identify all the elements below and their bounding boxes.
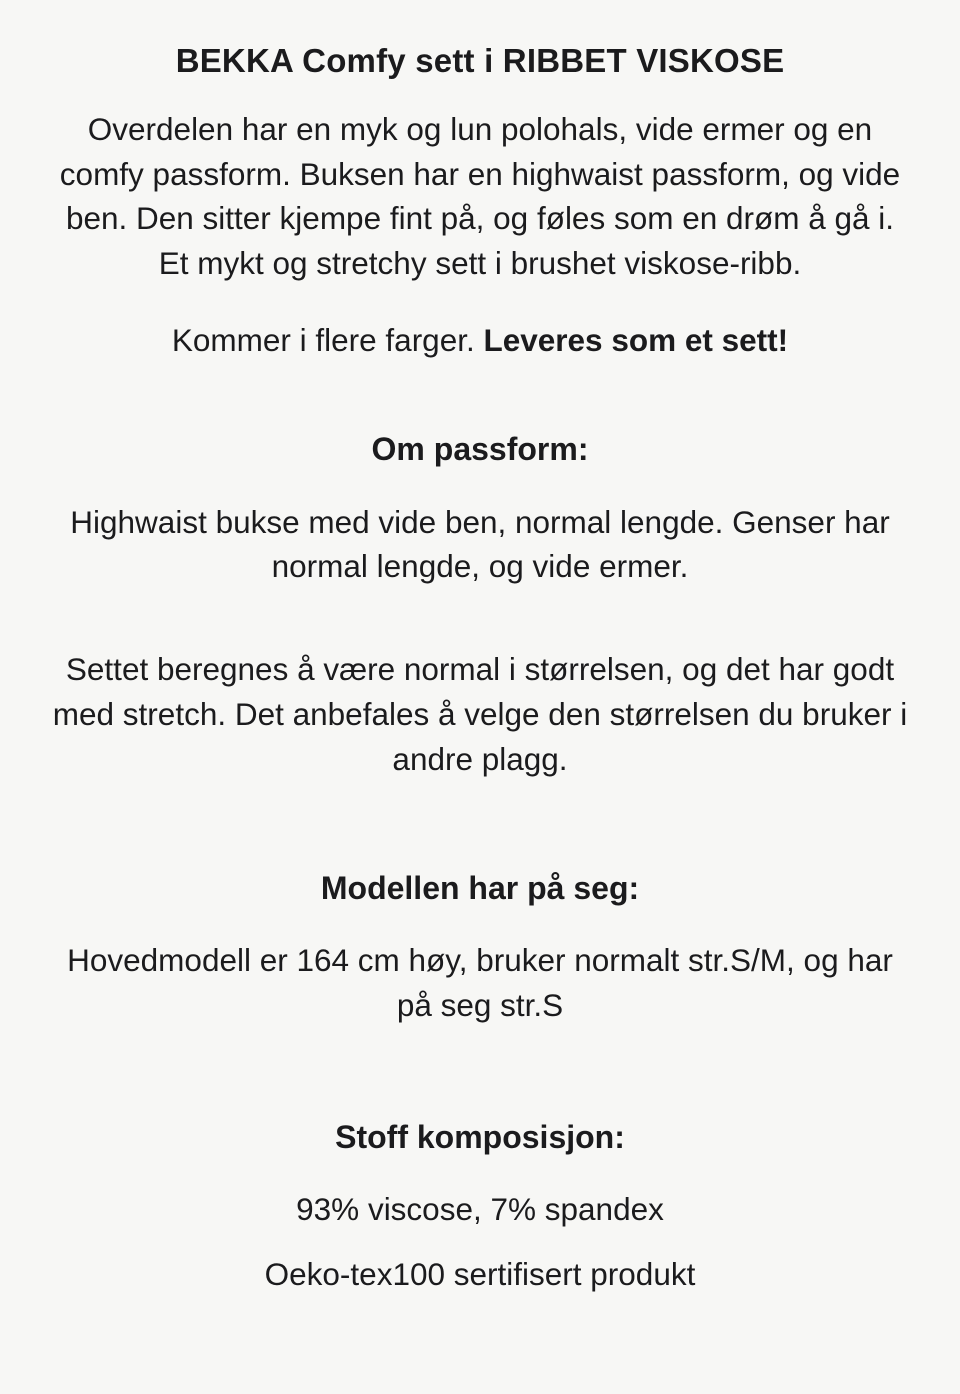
product-intro-text: Overdelen har en myk og lun polohals, vide ermer og en comfy passform. Buksen har en highwaist passform, og vide ben. Den sitter kjempe fint på, og føles som en drøm å gå i. Et mykt og stretchy sett i brushet viskose-ribb. (59, 110, 901, 282)
colors-availability-normal: Kommer i flere farger. (171, 321, 484, 358)
fit-section-heading: Om passform: (371, 431, 589, 468)
fit-description-text: Highwaist bukse med vide ben, normal lengde. Genser har normal lengde, og vide ermer. (70, 503, 890, 585)
fabric-composition-text: 93% viscose, 7% spandex (296, 1191, 664, 1228)
sizing-advice-text: Settet beregnes å være normal i størrelsen, og det har godt med stretch. Det anbefales å velge den størrelsen du bruker i andre plagg. (52, 651, 908, 777)
fabric-section-heading: Stoff komposisjon: (335, 1118, 625, 1155)
product-title: BEKKA Comfy sett i RIBBET VISKOSE (175, 42, 785, 79)
model-section-heading: Modellen har på seg: (320, 870, 640, 907)
model-info-text: Hovedmodell er 164 cm høy, bruker normalt str.S/M, og har på seg str.S (67, 942, 893, 1024)
colors-availability-line (48, 318, 912, 363)
sold-as-set-emphasis: Leveres som et sett! (483, 321, 789, 358)
certification-text: Oeko-tex100 sertifisert produkt (264, 1255, 696, 1292)
